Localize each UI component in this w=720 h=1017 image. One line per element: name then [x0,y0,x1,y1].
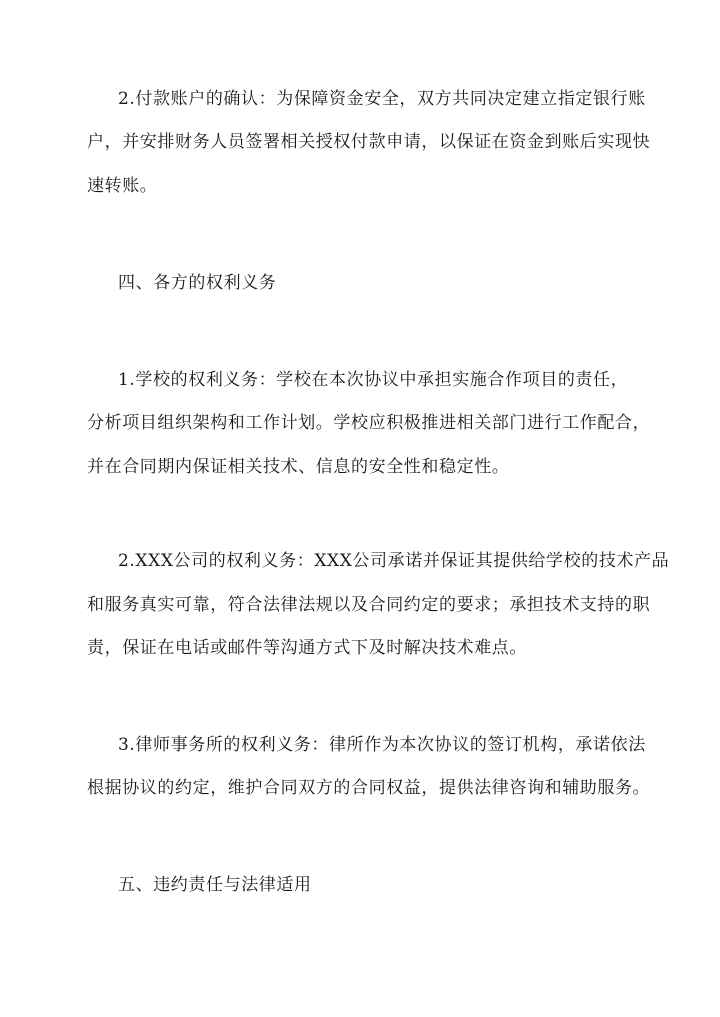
section-heading: 四、各方的权利义务 [118,273,277,293]
paragraph-line: 2.XXX公司的权利义务：XXX公司承诺并保证其提供给学校的技术产品 [118,551,670,571]
paragraph-line: 分析项目组织架构和工作计划。学校应积极推进相关部门进行工作配合， [87,413,651,433]
section-heading: 五、违约责任与法律适用 [118,875,312,895]
paragraph-line: 并在合同期内保证相关技术、信息的安全性和稳定性。 [87,457,510,477]
paragraph-line: 2.付款账户的确认：为保障资金安全，双方共同决定建立指定银行账 [118,89,646,109]
paragraph-line: 3.律师事务所的权利义务：律所作为本次协议的签订机构，承诺依法 [118,735,646,755]
paragraph-line: 根据协议的约定，维护合同双方的合同权益，提供法律咨询和辅助服务。 [87,778,651,798]
paragraph-line: 1.学校的权利义务：学校在本次协议中承担实施合作项目的责任， [118,370,629,390]
paragraph-line: 和服务真实可靠，符合法律法规以及合同约定的要求；承担技术支持的职 [87,595,651,615]
paragraph-line: 责，保证在电话或邮件等沟通方式下及时解决技术难点。 [87,638,527,658]
paragraph-line: 户，并安排财务人员签署相关授权付款申请，以保证在资金到账后实现快 [87,132,651,152]
paragraph-line: 速转账。 [87,176,158,196]
